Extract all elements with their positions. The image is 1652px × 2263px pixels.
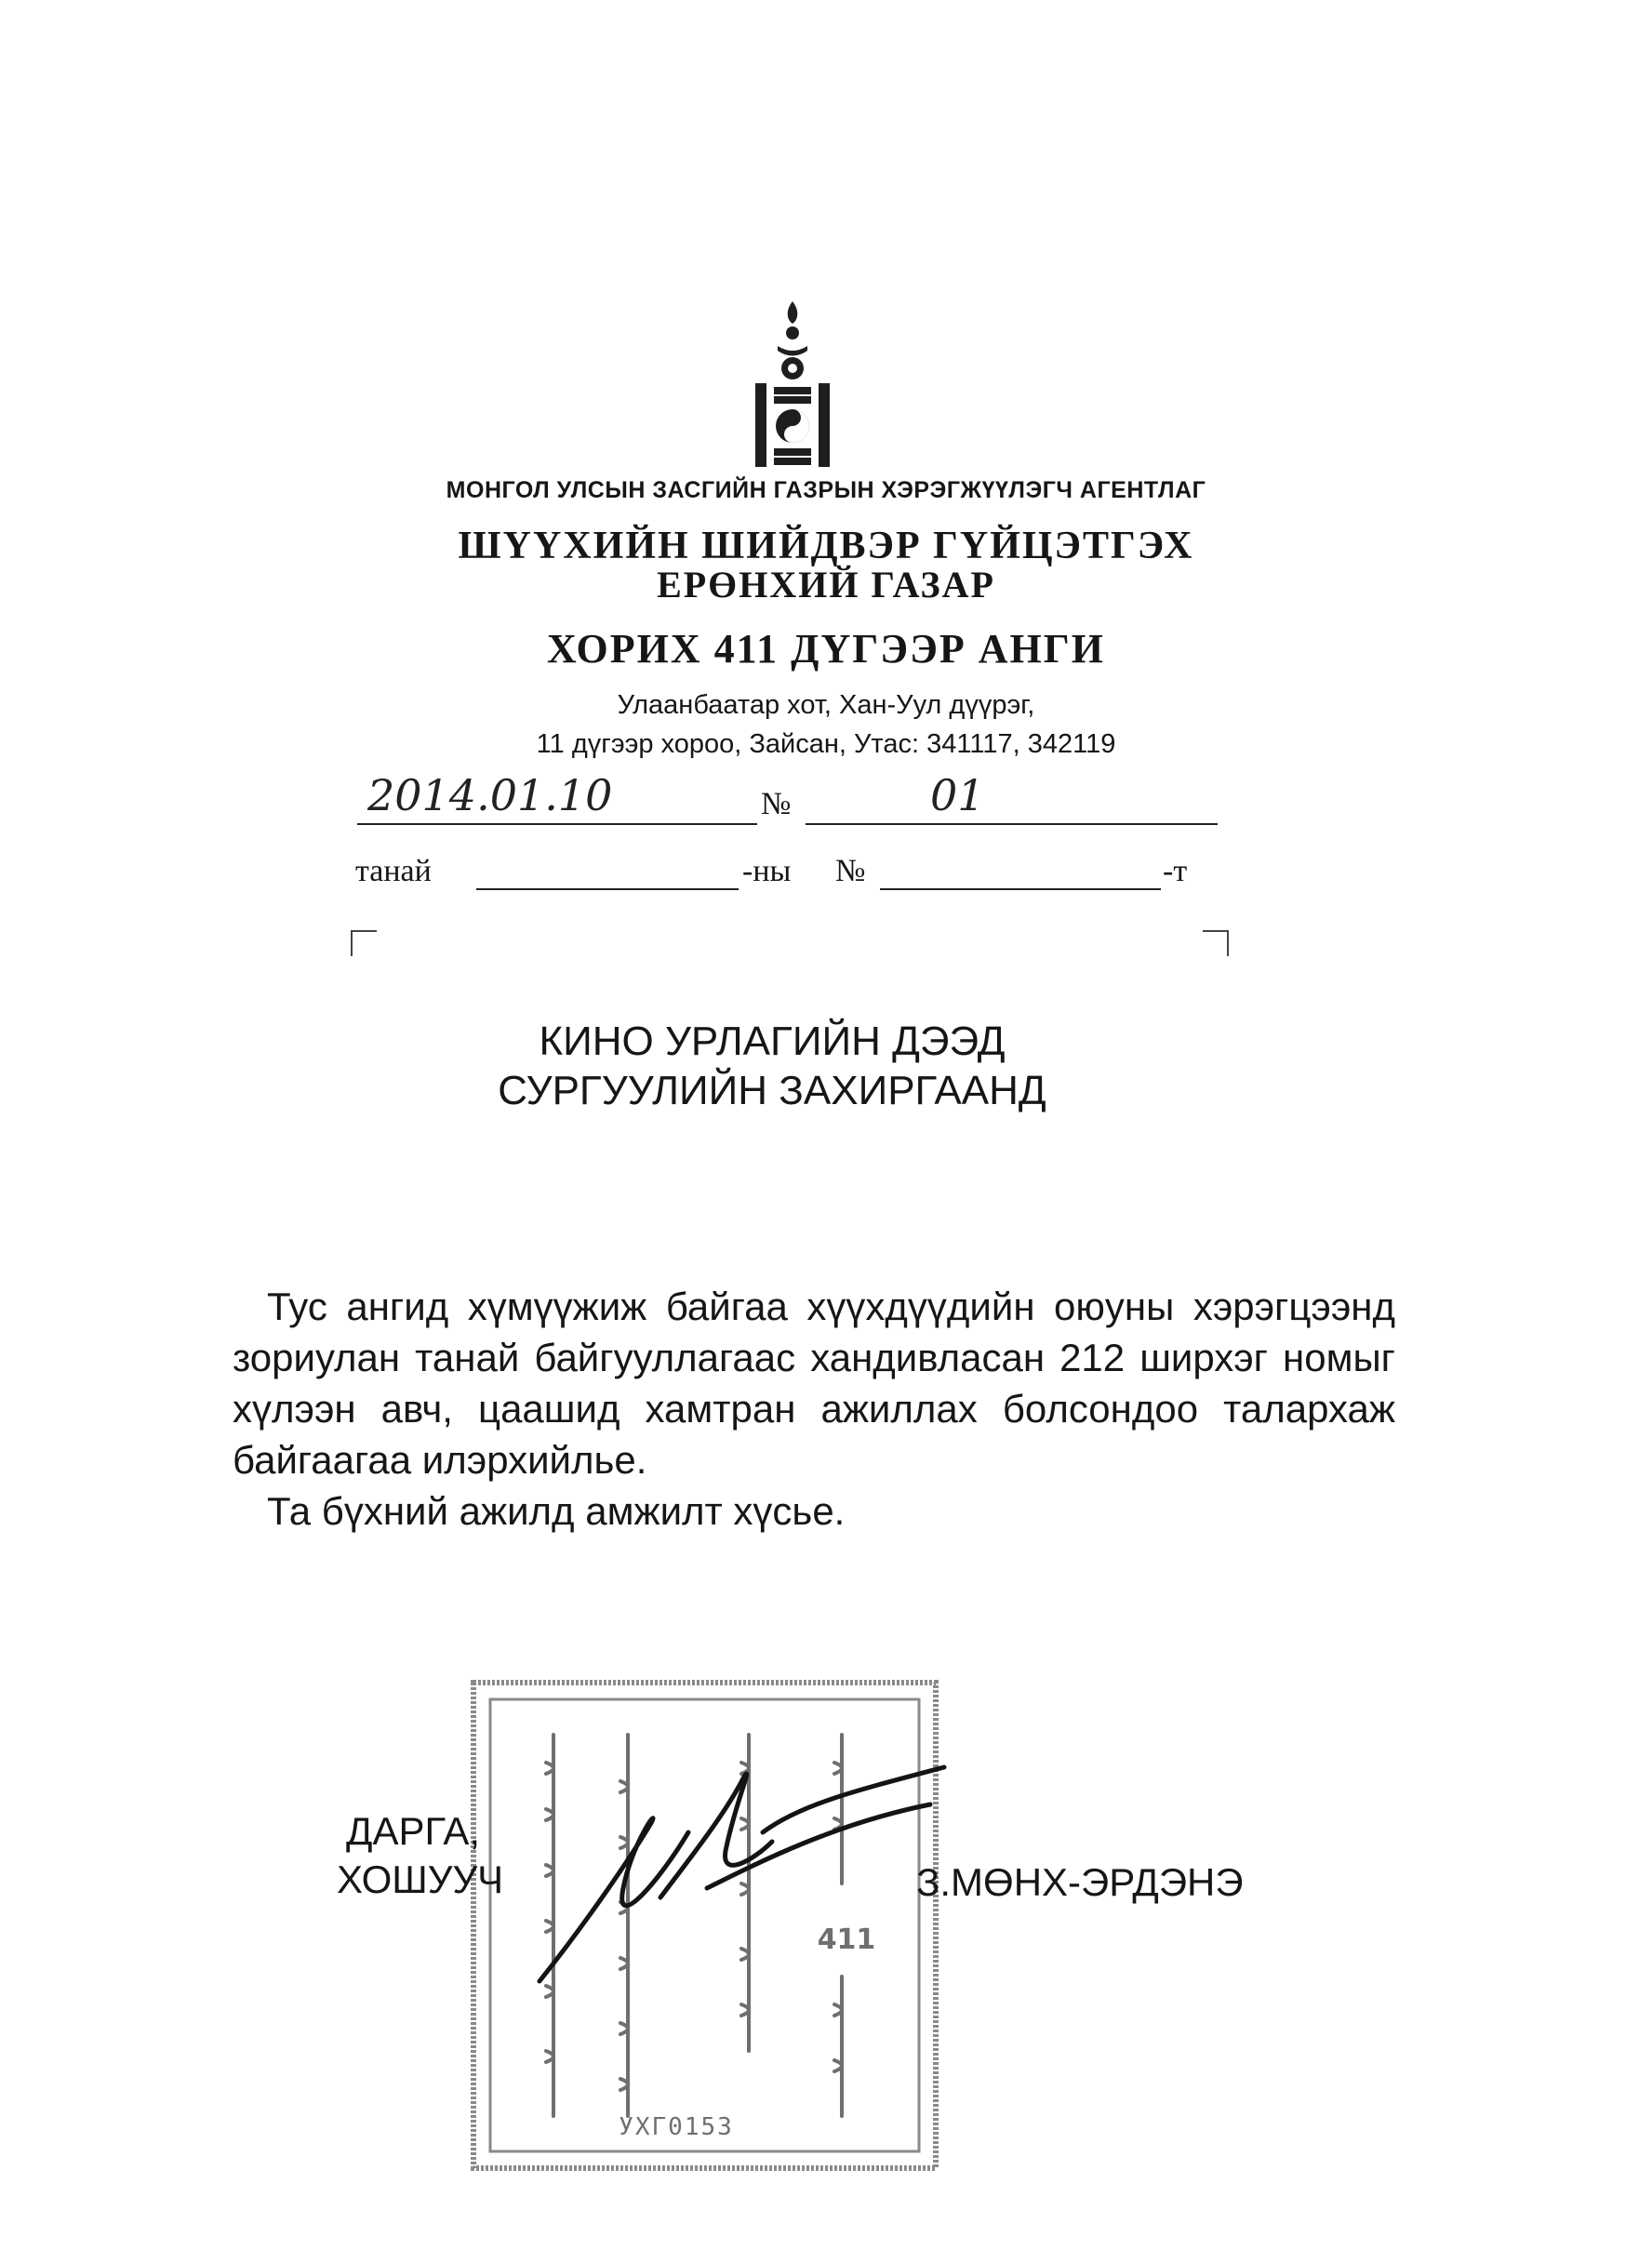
body-paragraph-1: Тус ангид хүмүүжиж байгаа хүүхдүүдийн оюуны хэрэгцээнд зориулан танай байгууллагаас хандивласан 212 ширхэг номыг хүлээн авч, цаашид хамтран ажиллах болсондоо талархаж байгаагаа илэрхийлье. [233,1285,1395,1482]
your-date-underline [476,888,739,890]
stamp-code: УХГ0153 [619,2113,734,2141]
letter-number: 01 [930,770,985,820]
addressee-line1: КИНО УРЛАГИЙН ДЭЭД [539,1018,1006,1064]
ny-label: -ны [742,854,792,888]
department-name-line2: ЕРӨНХИЙ ГАЗАР [657,564,995,606]
soyombo-emblem-icon [752,300,833,469]
handwritten-signature [521,1749,949,1990]
signatory-title-line1: ДАРГА, [346,1809,481,1853]
your-number-underline [880,888,1161,890]
t-label: -т [1163,854,1188,888]
your-reference-label: танай [355,854,432,888]
department-name-line1: ШҮҮХИЙН ШИЙДВЭР ГҮЙЦЭТГЭХ [458,525,1194,567]
stamp-unit-number: 411 [817,1924,876,1956]
your-number-label: № [835,854,866,888]
signatory-name: З.МӨНХ-ЭРДЭНЭ [916,1860,1244,1904]
address-line2: 11 дүгээр хороо, Зайсан, Утас: 341117, 342119 [536,729,1116,759]
signatory-title-line2: ХОШУУЧ [337,1857,504,1901]
number-label: № [761,787,792,821]
letter-date: 2014.01.10 [367,770,613,820]
corner-mark-left [351,930,377,956]
unit-name: ХОРИХ 411 ДҮГЭЭР АНГИ [546,626,1106,672]
corner-mark-right [1203,930,1229,956]
number-underline [806,823,1218,825]
addressee-line2: СУРГУУЛИЙН ЗАХИРГААНД [498,1068,1046,1113]
body-paragraph-2: Та бүхний ажилд амжилт хүсье. [267,1489,846,1533]
date-underline [357,823,757,825]
agency-name: МОНГОЛ УЛСЫН ЗАСГИЙН ГАЗРЫН ХЭРЭГЖҮҮЛЭГЧ АГЕНТЛАГ [446,477,1206,503]
address-line1: Улаанбаатар хот, Хан-Уул дүүрэг, [617,690,1035,720]
